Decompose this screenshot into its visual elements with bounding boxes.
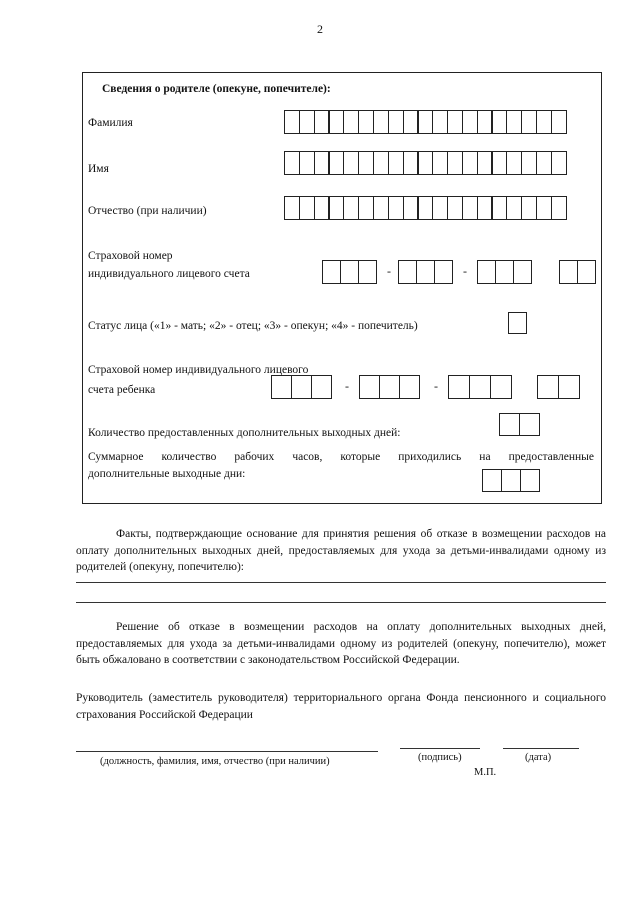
child-snils-label-line2: счета ребенка	[88, 384, 156, 396]
child-snils-group-4[interactable]	[537, 375, 579, 399]
days-label: Количество предоставленных дополнительных выходных дней:	[88, 427, 401, 439]
char-cell[interactable]	[388, 196, 404, 220]
char-cell[interactable]	[388, 151, 404, 175]
char-cell[interactable]	[447, 151, 463, 175]
char-cell[interactable]	[322, 260, 341, 284]
position-line[interactable]	[76, 751, 378, 752]
char-cell[interactable]	[499, 413, 520, 436]
child-snils-label-line1: Страховой номер индивидуального лицевого	[88, 364, 309, 376]
char-cell[interactable]	[299, 151, 315, 175]
char-cell[interactable]	[447, 196, 463, 220]
facts-line-2[interactable]	[76, 602, 606, 603]
char-cell[interactable]	[447, 110, 463, 134]
char-cell[interactable]	[491, 196, 507, 220]
facts-line-1[interactable]	[76, 582, 606, 583]
char-cell[interactable]	[462, 110, 478, 134]
char-cell[interactable]	[521, 151, 537, 175]
char-cell[interactable]	[462, 196, 478, 220]
days-cells[interactable]	[499, 413, 539, 436]
char-cell[interactable]	[506, 196, 522, 220]
char-cell[interactable]	[314, 196, 330, 220]
char-cell[interactable]	[495, 260, 514, 284]
char-cell[interactable]	[314, 151, 330, 175]
patronymic-cells[interactable]	[284, 196, 565, 220]
char-cell[interactable]	[358, 110, 374, 134]
char-cell[interactable]	[477, 260, 496, 284]
char-cell[interactable]	[521, 196, 537, 220]
char-cell[interactable]	[432, 196, 448, 220]
stamp-mark: М.П.	[474, 767, 497, 778]
char-cell[interactable]	[513, 260, 532, 284]
char-cell[interactable]	[477, 151, 493, 175]
char-cell[interactable]	[577, 260, 596, 284]
hours-label-line2: дополнительные выходные дни:	[88, 468, 246, 480]
char-cell[interactable]	[299, 110, 315, 134]
name-cells[interactable]	[284, 151, 565, 175]
facts-paragraph: Факты, подтверждающие основание для принятия решения об отказе в возмещении расходов на оплату дополнительных выходных дней, предоставляемых для ухода за детьми-инвалидами одному из родителей (опекуну, попечителю):	[76, 528, 606, 573]
char-cell[interactable]	[448, 375, 470, 399]
char-cell[interactable]	[490, 375, 512, 399]
char-cell[interactable]	[328, 151, 344, 175]
char-cell[interactable]	[359, 375, 380, 399]
char-cell[interactable]	[343, 110, 359, 134]
child-snils-group-3[interactable]	[448, 375, 510, 399]
char-cell[interactable]	[521, 110, 537, 134]
char-cell[interactable]	[358, 151, 374, 175]
child-snils-group-2[interactable]	[359, 375, 418, 399]
char-cell[interactable]	[388, 110, 404, 134]
char-cell[interactable]	[379, 375, 400, 399]
head-paragraph: Руководитель (заместитель руководителя) территориального органа Фонда пенсионного и социального страхования Российской Федерации	[76, 692, 606, 721]
surname-label: Фамилия	[88, 117, 133, 129]
char-cell[interactable]	[328, 110, 344, 134]
snils-group-1[interactable]	[322, 260, 375, 284]
position-caption: (должность, фамилия, имя, отчество (при наличии)	[100, 756, 330, 767]
snils-dash-2: -	[463, 264, 467, 278]
char-cell[interactable]	[340, 260, 359, 284]
char-cell[interactable]	[343, 151, 359, 175]
child-snils-dash-1: -	[345, 379, 349, 393]
char-cell[interactable]	[314, 110, 330, 134]
char-cell[interactable]	[506, 110, 522, 134]
char-cell[interactable]	[537, 375, 559, 399]
char-cell[interactable]	[311, 375, 332, 399]
char-cell[interactable]	[432, 110, 448, 134]
sign-line[interactable]	[400, 748, 480, 749]
date-line[interactable]	[503, 748, 579, 749]
char-cell[interactable]	[417, 196, 433, 220]
char-cell[interactable]	[559, 260, 578, 284]
child-snils-dash-2: -	[434, 379, 438, 393]
char-cell[interactable]	[558, 375, 580, 399]
char-cell[interactable]	[536, 196, 552, 220]
char-cell[interactable]	[417, 110, 433, 134]
char-cell[interactable]	[506, 151, 522, 175]
char-cell[interactable]	[482, 469, 502, 492]
char-cell[interactable]	[403, 196, 419, 220]
hours-label-line1: Суммарное количество рабочих часов, которые приходились на предоставленные	[88, 451, 594, 463]
char-cell[interactable]	[469, 375, 491, 399]
char-cell[interactable]	[299, 196, 315, 220]
snils-group-3[interactable]	[477, 260, 530, 284]
char-cell[interactable]	[520, 469, 540, 492]
char-cell[interactable]	[519, 413, 540, 436]
char-cell[interactable]	[358, 196, 374, 220]
char-cell[interactable]	[551, 151, 567, 175]
char-cell[interactable]	[284, 110, 300, 134]
char-cell[interactable]	[403, 110, 419, 134]
char-cell[interactable]	[491, 151, 507, 175]
char-cell[interactable]	[399, 375, 420, 399]
char-cell[interactable]	[551, 110, 567, 134]
char-cell[interactable]	[551, 196, 567, 220]
snils-group-2[interactable]	[398, 260, 451, 284]
char-cell[interactable]	[291, 375, 312, 399]
char-cell[interactable]	[416, 260, 435, 284]
sign-caption: (подпись)	[418, 752, 462, 763]
snils-label-line1: Страховой номер	[88, 250, 173, 262]
page-number: 2	[317, 22, 323, 36]
char-cell[interactable]	[271, 375, 292, 399]
char-cell[interactable]	[358, 260, 377, 284]
char-cell[interactable]	[373, 196, 389, 220]
char-cell[interactable]	[536, 110, 552, 134]
char-cell[interactable]	[284, 151, 300, 175]
snils-label-line2: индивидуального лицевого счета	[88, 268, 250, 280]
char-cell[interactable]	[491, 110, 507, 134]
char-cell[interactable]	[417, 151, 433, 175]
parent-section-heading: Сведения о родителе (опекуне, попечителе):	[102, 83, 331, 95]
char-cell[interactable]	[373, 110, 389, 134]
status-box[interactable]	[508, 312, 527, 334]
char-cell[interactable]	[432, 151, 448, 175]
date-caption: (дата)	[525, 752, 552, 763]
parent-info-frame	[82, 72, 602, 504]
patronymic-label: Отчество (при наличии)	[88, 205, 207, 217]
status-label: Статус лица («1» - мать; «2» - отец; «3» - опекун; «4» - попечитель)	[88, 320, 418, 332]
char-cell[interactable]	[477, 196, 493, 220]
char-cell[interactable]	[398, 260, 417, 284]
char-cell[interactable]	[403, 151, 419, 175]
appeal-paragraph: Решение об отказе в возмещении расходов на оплату дополнительных выходных дней, предоставляемых для ухода за детьми-инвалидами одному из родителей (опекуну, попечителю), может быть обжаловано в соответствии с законодательством Российской Федерации.	[76, 621, 606, 666]
char-cell[interactable]	[343, 196, 359, 220]
hours-cells[interactable]	[482, 469, 538, 492]
surname-cells[interactable]	[284, 110, 565, 134]
child-snils-group-1[interactable]	[271, 375, 330, 399]
snils-dash-1: -	[387, 264, 391, 278]
char-cell[interactable]	[536, 151, 552, 175]
char-cell[interactable]	[501, 469, 521, 492]
char-cell[interactable]	[434, 260, 453, 284]
char-cell[interactable]	[284, 196, 300, 220]
char-cell[interactable]	[328, 196, 344, 220]
char-cell[interactable]	[477, 110, 493, 134]
char-cell[interactable]	[462, 151, 478, 175]
name-label: Имя	[88, 163, 109, 175]
snils-group-4[interactable]	[559, 260, 595, 284]
char-cell[interactable]	[373, 151, 389, 175]
